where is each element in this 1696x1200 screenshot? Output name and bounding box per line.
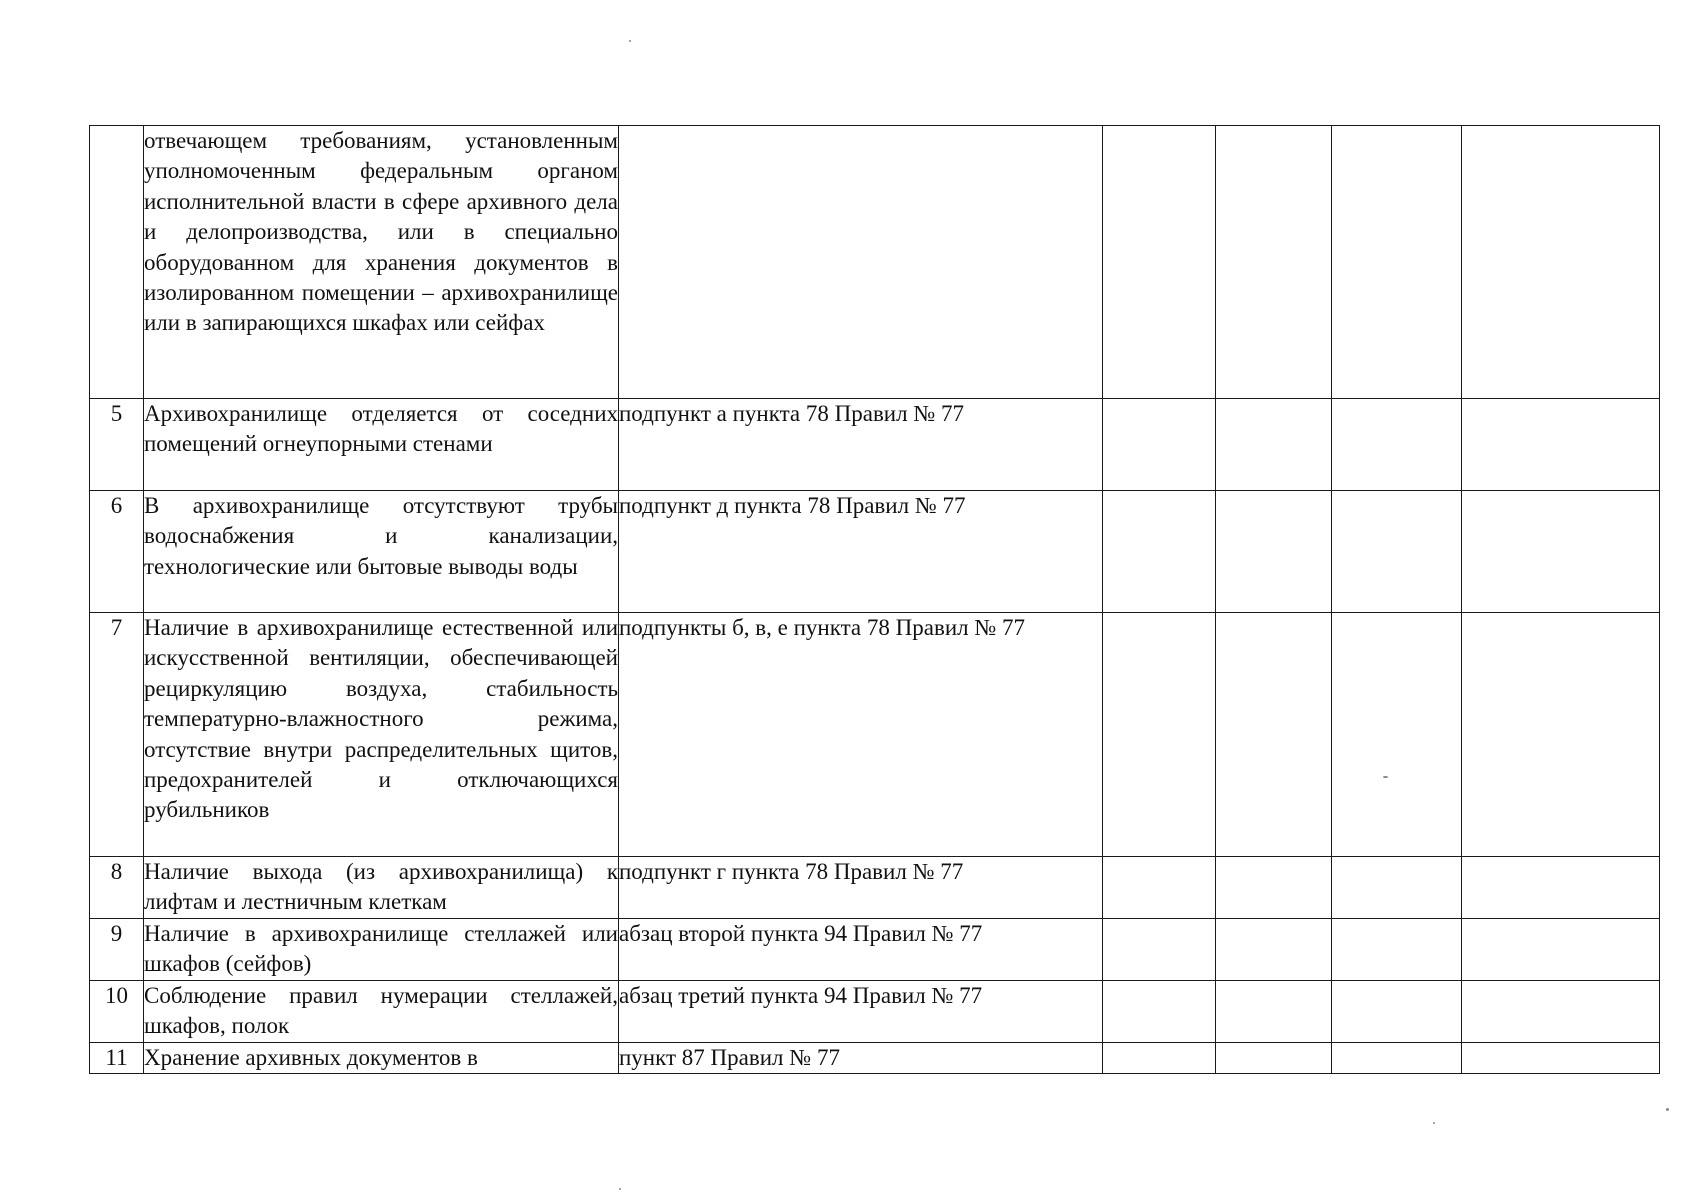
- answer-yes-cell: [1103, 919, 1216, 981]
- note-cell: [1462, 857, 1660, 919]
- note-cell: [1462, 919, 1660, 981]
- answer-yes-cell: [1103, 613, 1216, 857]
- note-cell: [1462, 491, 1660, 613]
- answer-no-cell: [1216, 126, 1332, 399]
- row-number: 6: [90, 491, 144, 613]
- requirement-cell: В архивохранилище отсутствуют трубы водоснабжения и канализации, технологические или бытовые выводы воды: [144, 491, 619, 613]
- answer-yes-cell: [1103, 1043, 1216, 1074]
- answer-no-cell: [1216, 919, 1332, 981]
- requirement-cell: Соблюдение правил нумерации стеллажей, шкафов, полок: [144, 981, 619, 1043]
- scan-speck: [1433, 1122, 1435, 1124]
- scan-speck: [629, 40, 631, 42]
- reference-cell: [619, 126, 1103, 399]
- scan-speck: [1383, 776, 1388, 778]
- answer-yes-cell: [1103, 126, 1216, 399]
- table-row: [90, 1043, 1660, 1074]
- answer-na-cell: [1332, 613, 1462, 857]
- note-cell: [1462, 126, 1660, 399]
- answer-yes-cell: [1103, 491, 1216, 613]
- answer-na-cell: [1332, 1043, 1462, 1074]
- row-number: [90, 126, 144, 399]
- answer-no-cell: [1216, 491, 1332, 613]
- reference-cell: подпункт г пункта 78 Правил № 77: [619, 857, 1103, 919]
- reference-cell: абзац третий пункта 94 Правил № 77: [619, 981, 1103, 1043]
- checklist-table: [89, 125, 1660, 1074]
- answer-na-cell: [1332, 919, 1462, 981]
- scan-speck: [1666, 1108, 1669, 1111]
- answer-na-cell: [1332, 491, 1462, 613]
- row-number: 5: [90, 399, 144, 491]
- reference-cell: подпункты б, в, е пункта 78 Правил № 77: [619, 613, 1103, 857]
- row-number: 11: [90, 1043, 144, 1074]
- requirement-cell: отвечающем требованиям, установленным уполномоченным федеральным органом исполнительной власти в сфере архивного дела и делопроизводства, или в специально оборудованном для хранения документов в изолированном помещении – архивохранилище или в запирающихся шкафах или сейфах: [144, 126, 619, 399]
- answer-na-cell: [1332, 981, 1462, 1043]
- scan-speck: [619, 1188, 621, 1190]
- requirement-cell: Хранение архивных документов в: [144, 1043, 619, 1074]
- table-row: [90, 613, 1660, 857]
- table-row: [90, 857, 1660, 919]
- note-cell: [1462, 1043, 1660, 1074]
- answer-no-cell: [1216, 613, 1332, 857]
- table-row: [90, 126, 1660, 399]
- table-row: [90, 981, 1660, 1043]
- reference-cell: подпункт д пункта 78 Правил № 77: [619, 491, 1103, 613]
- table-row: [90, 919, 1660, 981]
- table-row: [90, 491, 1660, 613]
- note-cell: [1462, 613, 1660, 857]
- row-number: 10: [90, 981, 144, 1043]
- reference-cell: пункт 87 Правил № 77: [619, 1043, 1103, 1074]
- answer-no-cell: [1216, 981, 1332, 1043]
- row-number: 8: [90, 857, 144, 919]
- answer-na-cell: [1332, 126, 1462, 399]
- requirement-cell: Наличие в архивохранилище естественной или искусственной вентиляции, обеспечивающей рециркуляцию воздуха, стабильность температурно-влажностного режима, отсутствие внутри распределительных щитов, предохранителей и отключающихся рубильников: [144, 613, 619, 857]
- requirement-cell: Наличие выхода (из архивохранилища) к лифтам и лестничным клеткам: [144, 857, 619, 919]
- row-number: 9: [90, 919, 144, 981]
- answer-yes-cell: [1103, 857, 1216, 919]
- requirement-cell: Наличие в архивохранилище стеллажей или шкафов (сейфов): [144, 919, 619, 981]
- row-number: 7: [90, 613, 144, 857]
- note-cell: [1462, 981, 1660, 1043]
- note-cell: [1462, 399, 1660, 491]
- answer-na-cell: [1332, 399, 1462, 491]
- answer-no-cell: [1216, 399, 1332, 491]
- answer-no-cell: [1216, 857, 1332, 919]
- answer-na-cell: [1332, 857, 1462, 919]
- reference-cell: абзац второй пункта 94 Правил № 77: [619, 919, 1103, 981]
- requirement-cell: Архивохранилище отделяется от соседних помещений огнеупорными стенами: [144, 399, 619, 491]
- answer-no-cell: [1216, 1043, 1332, 1074]
- table-row: [90, 399, 1660, 491]
- answer-yes-cell: [1103, 399, 1216, 491]
- reference-cell: подпункт а пункта 78 Правил № 77: [619, 399, 1103, 491]
- answer-yes-cell: [1103, 981, 1216, 1043]
